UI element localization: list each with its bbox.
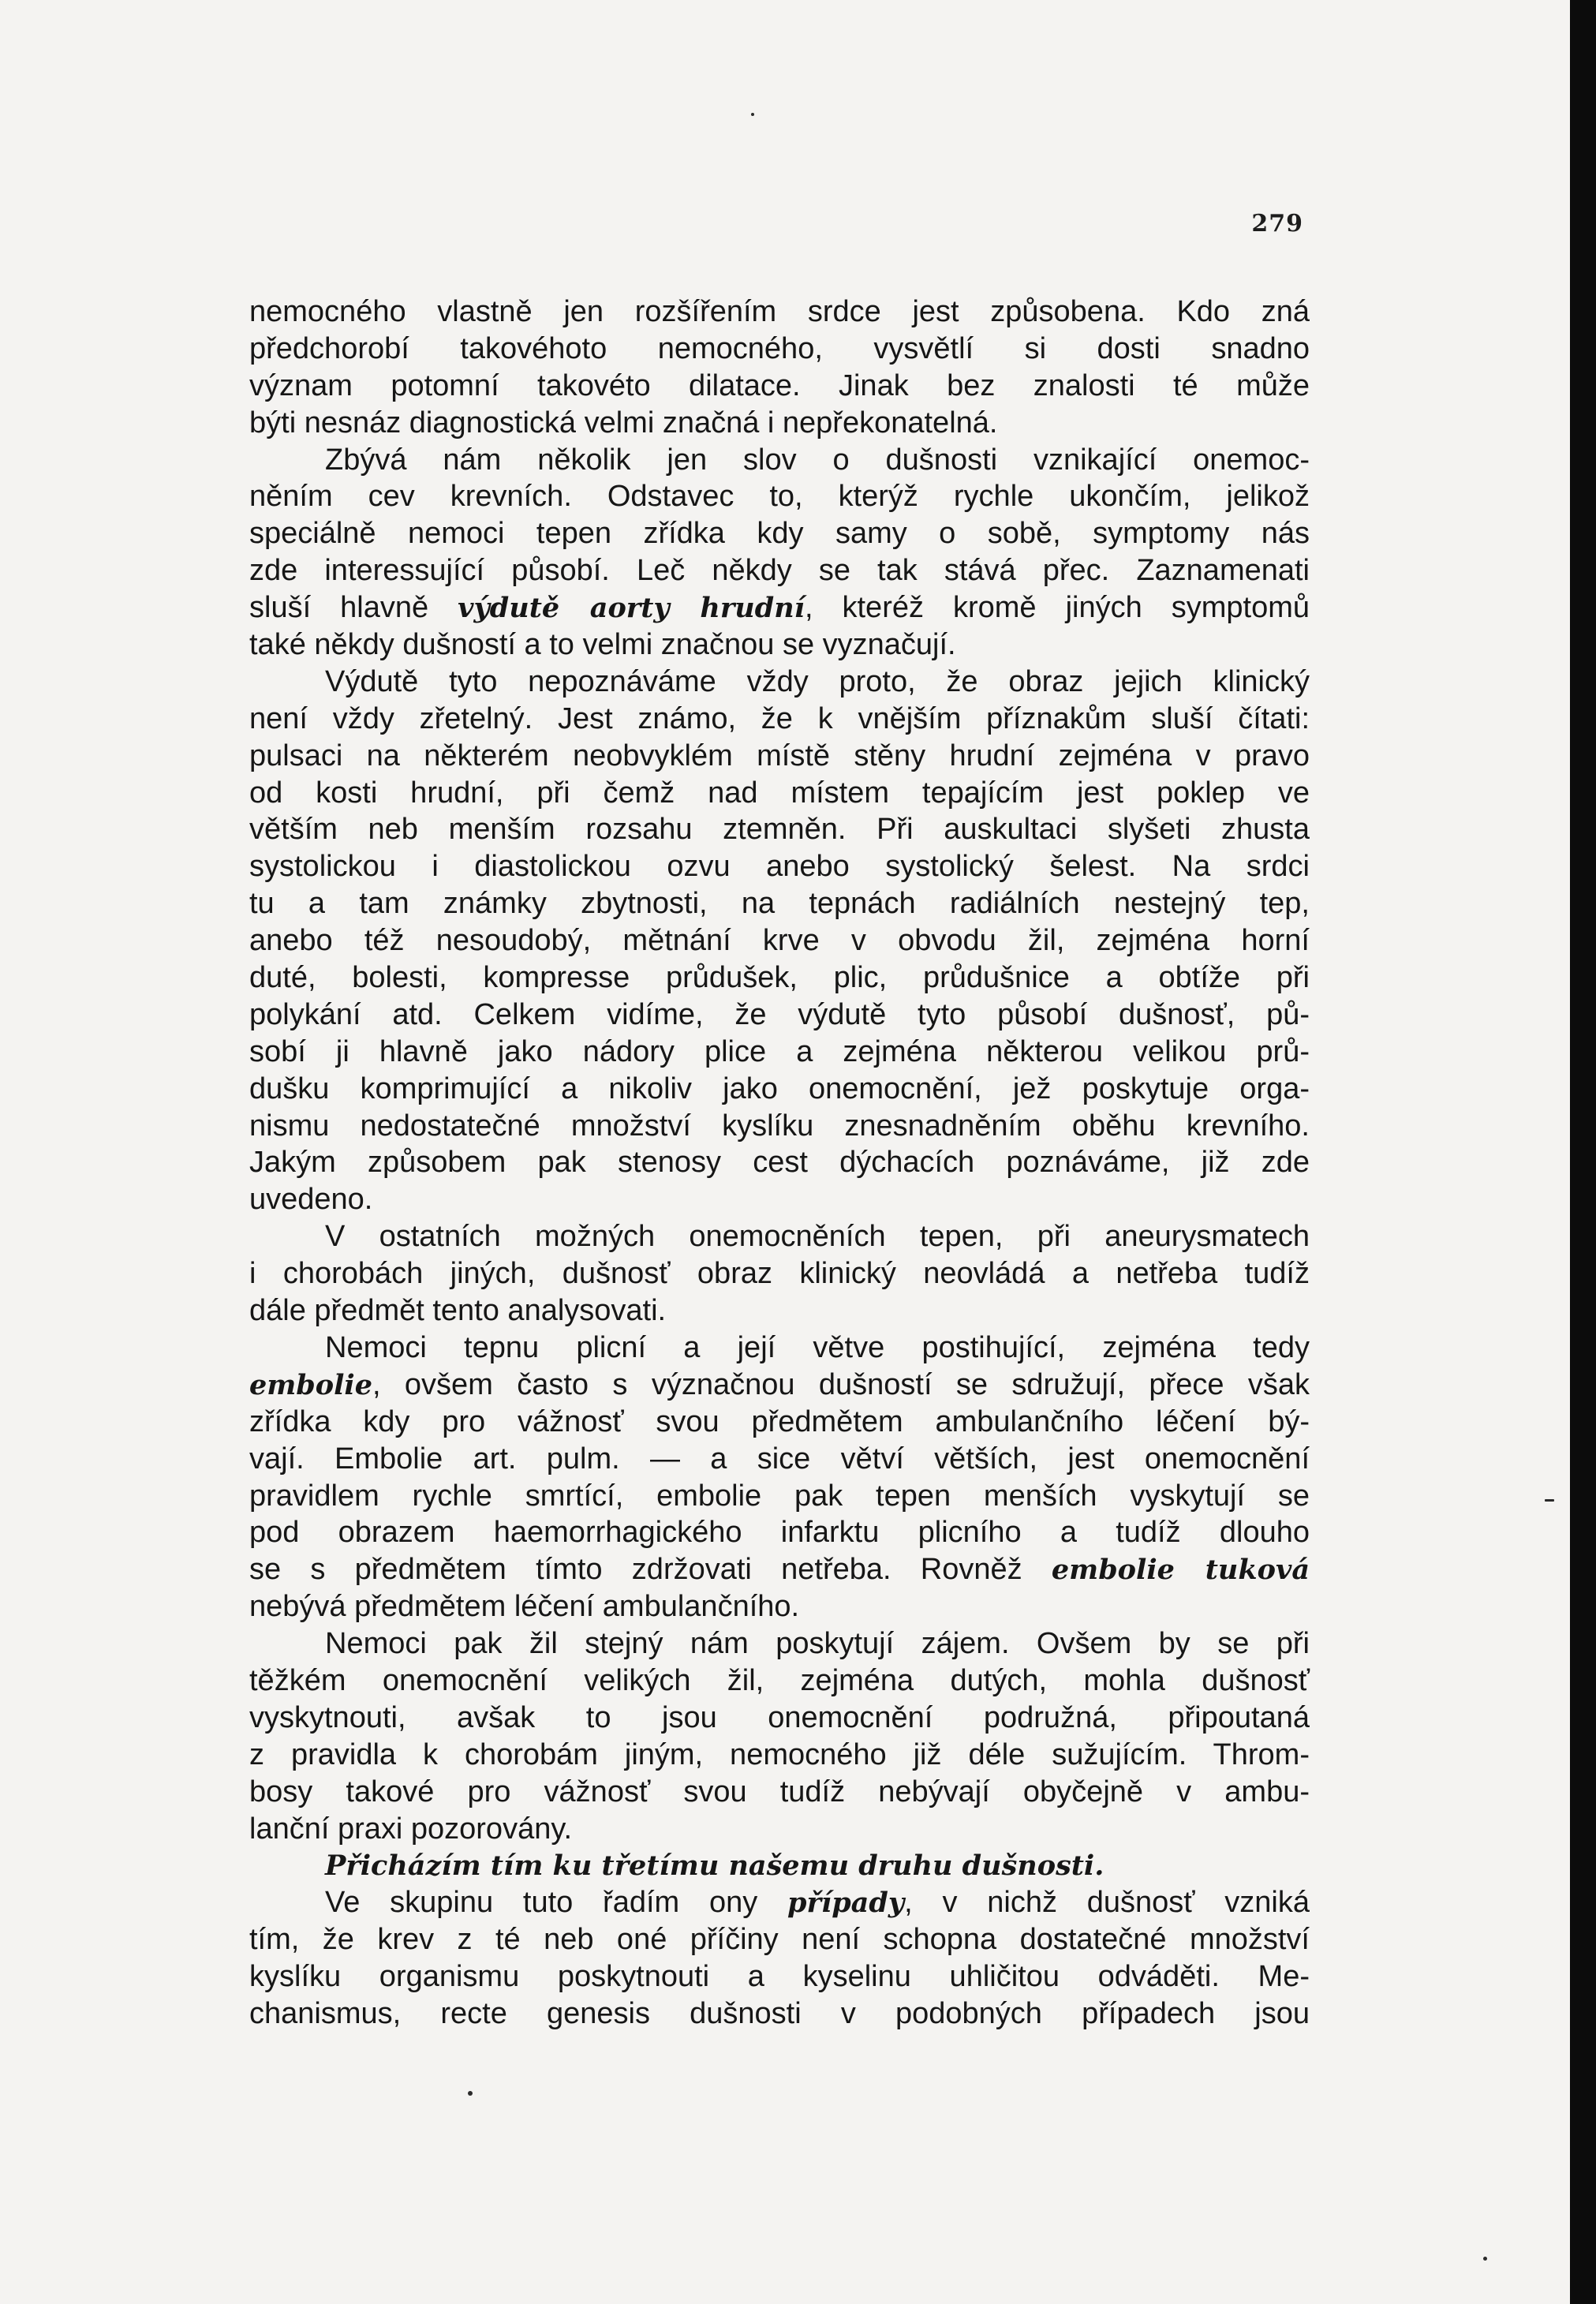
text-line: také někdy dušností a to velmi značnou se vyznačují.	[249, 628, 956, 662]
text-line: chanismus, recte genesis dušnosti v podobných případech jsou	[249, 1996, 1310, 2030]
text-line: Nemoci pak žil stejný nám poskytují zájem. Ovšem by se při	[325, 1627, 1310, 1661]
italic-emphasis: Přicházím tím ku třetímu našemu druhu dušnosti.	[325, 1850, 1104, 1883]
text-line: bosy takové pro vážnosť svou tudíž nebývají obyčejně v ambu-	[249, 1775, 1310, 1808]
text-line: anebo též nesoudobý, mětnání krve v obvodu žil, zejména horní	[249, 924, 1310, 958]
italic-emphasis: embolie tuková	[1051, 1554, 1310, 1587]
text-fragment: se s předmětem tímto zdržovati netřeba. Rovněž	[249, 1553, 1052, 1587]
text-line: kyslíku organismu poskytnouti a kyselinu uhličitou odváděti. Me-	[249, 1960, 1310, 1994]
text-line	[249, 1884, 1310, 1921]
italic-emphasis: výdutě aorty hrudní	[458, 592, 805, 625]
text-line: dušku komprimující a nikoliv jako onemocnění, jež poskytuje orga-	[249, 1072, 1310, 1105]
scan-speck	[1545, 1499, 1554, 1502]
text-line: nemocného vlastně jen rozšířením srdce jest způsobena. Kdo zná	[249, 295, 1310, 328]
text-line: pravidlem rychle smrtící, embolie pak tepen menších vyskytují se	[249, 1479, 1310, 1513]
text-line: speciálně nemoci tepen zřídka kdy samy o sobě, symptomy nás	[249, 517, 1310, 551]
text-line: Jakým způsobem pak stenosy cest dýchacích poznáváme, již zde	[249, 1146, 1310, 1180]
text-line: duté, bolesti, kompresse průdušek, plic, průdušnice a obtíže při	[249, 961, 1310, 995]
text-line: uvedeno.	[249, 1183, 373, 1217]
text-line: pod obrazem haemorrhagického infarktu plicního a tudíž dlouho	[249, 1516, 1310, 1550]
text-line: nebývá předmětem léčení ambulančního.	[249, 1590, 800, 1624]
text-line	[249, 1367, 1310, 1404]
text-line: sobí ji hlavně jako nádory plice a zejména některou velikou prů-	[249, 1034, 1310, 1068]
text-line: význam potomní takovéto dilatace. Jinak bez znalosti té může	[249, 368, 1310, 402]
text-line: dále předmět tento analysovati.	[249, 1294, 667, 1328]
text-fragment: , kteréž kromě jiných symptomů	[804, 591, 1310, 625]
text-line: vyskytnouti, avšak to jsou onemocnění podružná, připoutaná	[249, 1700, 1310, 1734]
text-line: není vždy zřetelný. Jest známo, že k vnějším příznakům sluší čítati:	[249, 701, 1310, 735]
text-line: vají. Embolie art. pulm. — a sice větví větších, jest onemocnění	[249, 1442, 1310, 1476]
text-line: systolickou i diastolickou ozvu anebo systolický šelest. Na srdci	[249, 850, 1310, 884]
text-line: zřídka kdy pro vážnosť svou předmětem ambulančního léčení bý-	[249, 1404, 1310, 1438]
text-line: tu a tam známky zbytnosti, na tepnách radiálních nestejný tep,	[249, 887, 1310, 921]
text-line	[249, 1847, 1310, 1884]
text-line: nismu nedostatečné množství kyslíku znesnadněním oběhu krevního.	[249, 1109, 1310, 1143]
text-line	[249, 589, 1310, 626]
text-line: býti nesnáz diagnostická velmi značná i nepřekonatelná.	[249, 406, 998, 439]
scan-speck	[468, 2091, 473, 2096]
text-fragment: Ve skupinu tuto řadím ony	[325, 1886, 787, 1920]
scan-speck	[1483, 2257, 1487, 2261]
scan-speck	[751, 113, 754, 116]
text-line: lanční praxi pozorovány.	[249, 1812, 573, 1846]
text-line: V ostatních možných onemocněních tepen, při aneurysmatech	[325, 1220, 1310, 1254]
text-line: z pravidla k chorobám jiným, nemocného již déle sužujícím. Throm-	[249, 1737, 1310, 1771]
body-text	[249, 294, 1310, 2033]
text-line: tím, že krev z té neb oné příčiny není schopna dostatečné množství	[249, 1923, 1310, 1957]
page-number: 279	[1251, 210, 1303, 238]
text-line	[249, 1551, 1310, 1588]
text-fragment: , v nichž dušnosť vzniká	[904, 1886, 1310, 1920]
text-line: polykání atd. Celkem vidíme, že výdutě tyto působí dušnosť, pů-	[249, 997, 1310, 1031]
text-line: větším neb menším rozsahu ztemněn. Při auskultaci slyšeti zhusta	[249, 813, 1310, 847]
text-line: pulsaci na některém neobvyklém místě stěny hrudní zejména v pravo	[249, 739, 1310, 772]
text-fragment: , ovšem často s význačnou dušností se sdružují, přece však	[372, 1367, 1310, 1401]
text-line: předchorobí takovéhoto nemocného, vysvětlí si dosti snadno	[249, 331, 1310, 365]
italic-emphasis: případy	[787, 1887, 905, 1920]
italic-emphasis: embolie	[249, 1368, 372, 1401]
text-line: těžkém onemocnění velikých žil, zejména dutých, mohla dušnosť	[249, 1663, 1310, 1697]
text-line: Výdutě tyto nepoznáváme vždy proto, že obraz jejich klinický	[325, 664, 1310, 698]
text-line: i chorobách jiných, dušnosť obraz klinický neovládá a netřeba tudíž	[249, 1257, 1310, 1291]
text-line: Nemoci tepnu plicní a její větve postihující, zejména tedy	[325, 1330, 1310, 1364]
text-line: od kosti hrudní, při čemž nad místem tepajícím jest poklep ve	[249, 776, 1310, 810]
text-line: Zbývá nám několik jen slov o dušnosti vznikající onemoc-	[325, 443, 1310, 477]
text-fragment: sluší hlavně	[249, 591, 458, 625]
text-line: zde interessující působí. Leč někdy se tak stává přec. Zaznamenati	[249, 554, 1310, 588]
text-line: něním cev krevních. Odstavec to, kterýž rychle ukončím, jelikož	[249, 480, 1310, 514]
scan-border	[1570, 0, 1596, 2304]
